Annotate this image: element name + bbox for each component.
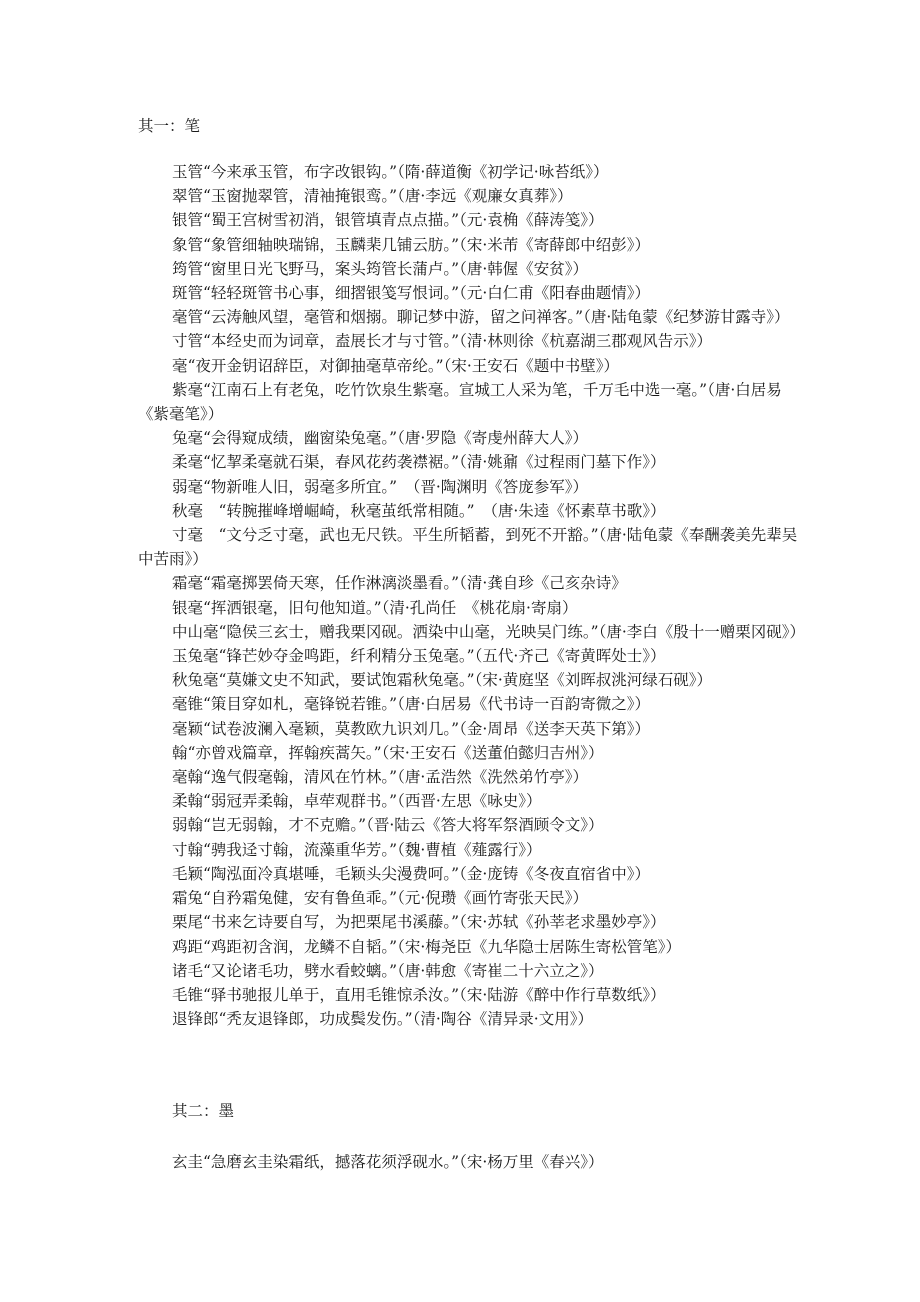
entry: 弱翰“岂无弱翰，才不克赡。”（晋·陆云《答大将军祭酒顾令文》） [172, 816, 604, 835]
entry: 兔毫“会得窥成绩，幽窗染兔毫。”（唐·罗隐《寄虔州薛大人》） [172, 429, 589, 448]
entry: 霜毫“霜毫掷罢倚天寒，任作淋漓淡墨看。”（清·龚自珍《己亥杂诗》 [172, 574, 627, 593]
entry: 毫翰“逸气假毫翰，清风在竹林。”（唐·孟浩然《洗然弟竹亭》） [172, 768, 589, 787]
entry: 翰“亦曾戏篇章，挥翰疾蒿矢。”（宋·王安石《送董伯懿归吉州》） [172, 743, 604, 762]
entry: 银管“蜀王宫树雪初消，银管填青点点描。”（元·袁桷《薛涛笺》） [172, 211, 604, 230]
entry: 秋毫 “转腕摧峰增崛崎，秋毫茧纸常相随。” （唐·朱逵《怀素草书歌》） [172, 501, 666, 520]
entry: 寸毫 “文兮乏寸毫，武也无尺铁。平生所韬蓄，到死不开豁。”（唐·陆龟蒙《奉酬袭美先辈吴中苦雨》） [138, 526, 798, 569]
entry: 寸翰“骋我迳寸翰，流藻重华芳。”（魏·曹植《薤露行》） [172, 840, 542, 859]
entry: 筠管“窗里日光飞野马，案头筠管长蒲卢。”（唐·韩偓《安贫》） [172, 259, 589, 278]
entry: 毫锥“策目穿如札，毫锋锐若锥。”（唐·白居易《代书诗一百韵寄微之》） [172, 695, 651, 714]
entry: 毫“夜开金钥诏辞臣，对御抽毫草帝纶。”（宋·王安石《题中书壁》） [172, 356, 620, 375]
entry: 斑管“轻轻斑管书心事，细摺银笺写恨词。”（元·白仁甫《阳春曲题情》） [172, 284, 651, 303]
entry: 象管“象管细轴映瑞锦，玉麟棐几铺云肪。”（宋·米芾《寄薛郎中绍彭》） [172, 235, 651, 254]
entry: 玉兔毫“锋芒妙夺金鸣距，纤利精分玉兔毫。”（五代·齐己《寄黄晖处士》） [172, 647, 666, 666]
entry: 秋兔毫“莫嫌文史不知武，要试饱霜秋兔毫。”（宋·黄庭坚《刘晖叔洮河绿石砚》） [172, 671, 713, 690]
entry: 鸡距“鸡距初含润，龙鳞不自韬。”（宋·梅尧臣《九华隐士居陈生寄松管笔》） [172, 937, 682, 956]
entry: 弱毫“物新唯人旧，弱毫多所宜。” （晋·陶渊明《答庞参军》） [172, 477, 589, 496]
entry: 寸管“本经史而为词章，盍展长才与寸管。”（清·林则徐《杭嘉湖三郡观风告示》） [172, 332, 713, 351]
entry: 玉管“今来承玉管，布字改银钩。”（隋·薛道衡《初学记·咏苔纸》） [172, 163, 609, 181]
entry: 银毫“挥洒银毫，旧句他知道。”（清·孔尚任 《桃花扇·寄扇） [172, 598, 578, 617]
entry: 翠管“玉窗抛翠管，清袖掩银鸾。”（唐·李远《观廉女真葬》） [172, 187, 573, 206]
section-entries-brush [138, 160, 806, 1031]
entry: 霜兔“自矜霜兔健，安有鲁鱼乖。”（元·倪瓒《画竹寄张天民》） [172, 889, 589, 908]
entry: 栗尾“书来乞诗要自写，为把栗尾书溪藤。”（宋·苏轼《孙莘老求墨妙亭》） [172, 913, 666, 932]
section-heading-ink: 其二：墨 [172, 1102, 235, 1120]
section-heading-brush: 其一：笔 [138, 117, 201, 135]
section-entries-ink [138, 1150, 798, 1174]
entry: 毛锥“驿书驰报儿单于，直用毛锥惊杀汝。”（宋·陆游《醉中作行草数纸》） [172, 985, 666, 1004]
entry: 中山毫“隐侯三玄士，赠我栗冈砚。洒染中山毫，光映吴门练。”（唐·李白《殷十一赠栗冈砚》） [172, 622, 806, 641]
entry: 毫颖“试卷波澜入毫颖，莫教欧九识刘几。”（金·周昂《送李天英下第》） [172, 719, 651, 738]
entry: 毫管“云涛触风望，毫管和烟搦。聊记梦中游，留之问禅客。”（唐·陆龟蒙《纪梦游甘露寺》） [172, 308, 790, 327]
entry: 退锋郎“秃友退锋郎，功成鬓发伤。”（清·陶谷《清异录·文用》） [172, 1010, 593, 1029]
entry: 毛颖“陶泓面冷真堪唾，毛颖头尖漫费呵。”（金·庞铸《冬夜直宿省中》） [172, 864, 651, 883]
entry: 诸毛“又论诸毛功，劈水看蛟螭。”（唐·韩愈《寄崔二十六立之》） [172, 961, 604, 980]
entry: 玄圭“急磨玄圭染霜纸，撼落花须浮砚水。”（宋·杨万里《春兴》） [172, 1153, 604, 1171]
entry: 柔毫“忆挈柔毫就石渠，春风花药袭襟裾。”（清·姚鼐《过程雨门墓下作》） [172, 453, 666, 472]
entry: 紫毫“江南石上有老兔，吃竹饮泉生紫毫。宣城工人采为笔，千万毛中选一毫。”（唐·白居易《紫毫笔》） [138, 380, 782, 424]
entry: 柔翰“弱冠弄柔翰，卓荦观群书。”（西晋·左思《咏史》） [172, 792, 542, 811]
